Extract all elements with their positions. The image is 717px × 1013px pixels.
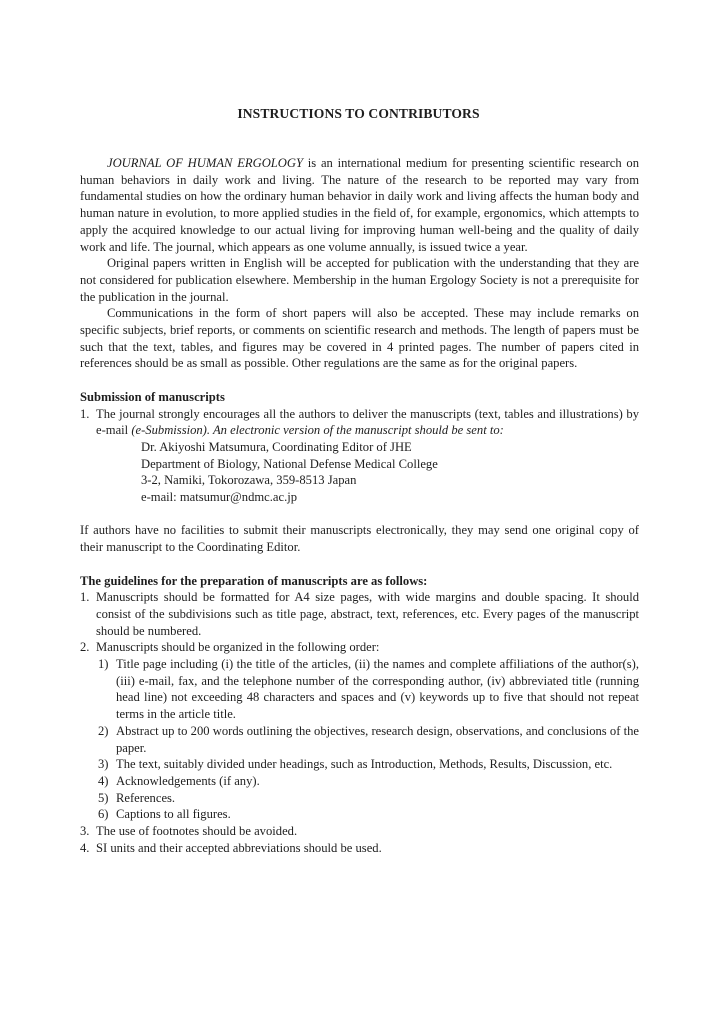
- guideline-item-1: [80, 589, 639, 639]
- list-item-text: The journal strongly encourages all the authors to deliver the manuscripts (text, tables and illustrations) by e-mail (e-Submission). An electronic version of the manuscript should be sent to:: [96, 406, 639, 438]
- sub-item-text: The text, suitably divided under headings, such as Introduction, Methods, Results, Discussion, etc.: [116, 757, 613, 772]
- intro-paragraph-1: [80, 155, 639, 255]
- sub-number: 4): [98, 773, 109, 788]
- sub-item-text: Abstract up to 200 words outlining the objectives, research design, observations, and conclusions of the paper.: [116, 723, 639, 755]
- journal-name: JOURNAL OF HUMAN ERGOLOGY: [107, 156, 303, 170]
- submission-heading: Submission of manuscripts: [80, 389, 225, 404]
- sub-number: 2): [98, 723, 109, 738]
- list-item-text: Manuscripts should be organized in the following order:: [96, 640, 380, 655]
- editor-department: Department of Biology, National Defense Medical College: [141, 456, 438, 471]
- guidelines-heading: The guidelines for the preparation of manuscripts are as follows:: [80, 573, 428, 588]
- sub-item-1: [80, 656, 639, 723]
- sub-item-3: [80, 756, 639, 773]
- fallback-paragraph: If authors have no facilities to submit their manuscripts electronically, they may send one original copy of their manuscript to the Coordinating Editor.: [80, 523, 639, 555]
- list-item-text: Manuscripts should be formatted for A4 size pages, with wide margins and double spacing. It should consist of the subdivisions such as title page, abstract, text, references, etc. Every pages of the manuscript should be numbered.: [96, 590, 639, 638]
- page-title: INSTRUCTIONS TO CONTRIBUTORS: [237, 106, 480, 121]
- submission-item-1: [80, 406, 639, 439]
- intro-paragraph-1-text: is an international medium for presenting scientific research on human behaviors in daily work and living. The nature of the research to be reported may vary from fundamental studies on how the ordinary human behavior in daily work and living affects the human body and human nature in evolution, to more applied studies in the field of, for example, ergonomics, which attempts to apply the acquired knowledge to our actual living for improving human well-being and the quality of daily work and life. The journal, which appears as one volume annually, is issued twice a year.: [80, 156, 639, 254]
- sub-item-text: Captions to all figures.: [116, 807, 231, 822]
- guideline-item-2: [80, 639, 639, 656]
- submission-italic-text: (e-Submission). An electronic version of the manuscript should be sent to:: [131, 423, 504, 438]
- intro-paragraph-3: Communications in the form of short papers will also be accepted. These may include remarks on specific subjects, brief reports, or comments on scientific research and methods. The length of papers must be such that the text, tables, and figures may be covered in 4 printed pages. The number of papers cited in references should be as small as possible. Other regulations are the same as for the original papers.: [80, 306, 639, 371]
- sub-item-2: [80, 723, 639, 756]
- intro-paragraph-2: Original papers written in English will be accepted for publication with the understanding that they are not considered for publication elsewhere. Membership in the human Ergology Society is not a prerequisite for the publication in the journal.: [80, 256, 639, 304]
- sub-number: 6): [98, 807, 109, 822]
- sub-item-text: Acknowledgements (if any).: [116, 773, 260, 788]
- editor-street: 3-2, Namiki, Tokorozawa, 359-8513 Japan: [141, 473, 357, 488]
- editor-email: e-mail: matsumur@ndmc.ac.jp: [141, 490, 298, 505]
- list-item-text: The use of footnotes should be avoided.: [96, 824, 298, 839]
- editor-address: [80, 439, 639, 506]
- list-number: 1.: [80, 406, 90, 421]
- sub-number: 1): [98, 657, 109, 672]
- guideline-item-3: [80, 823, 639, 840]
- sub-number: 5): [98, 790, 109, 805]
- sub-item-6: [80, 806, 639, 823]
- sub-item-4: [80, 773, 639, 790]
- document-body: [80, 155, 639, 856]
- guideline-item-4: [80, 840, 639, 857]
- editor-name: Dr. Akiyoshi Matsumura, Coordinating Editor of JHE: [141, 439, 412, 454]
- sub-item-text: References.: [116, 790, 176, 805]
- list-number: 3.: [80, 824, 90, 839]
- sub-item-text: Title page including (i) the title of the articles, (ii) the names and complete affiliations of the author(s), (iii) e-mail, fax, and the telephone number of the corresponding author, (iv) abbreviated title (running head line) not exceeding 48 characters and spaces and (v) keywords up to five that should not repeat terms in the article title.: [116, 657, 639, 722]
- list-number: 4.: [80, 840, 90, 855]
- sub-number: 3): [98, 757, 109, 772]
- list-number: 2.: [80, 640, 90, 655]
- list-number: 1.: [80, 590, 90, 605]
- list-item-text: SI units and their accepted abbreviations should be used.: [96, 840, 382, 855]
- sub-item-5: [80, 790, 639, 807]
